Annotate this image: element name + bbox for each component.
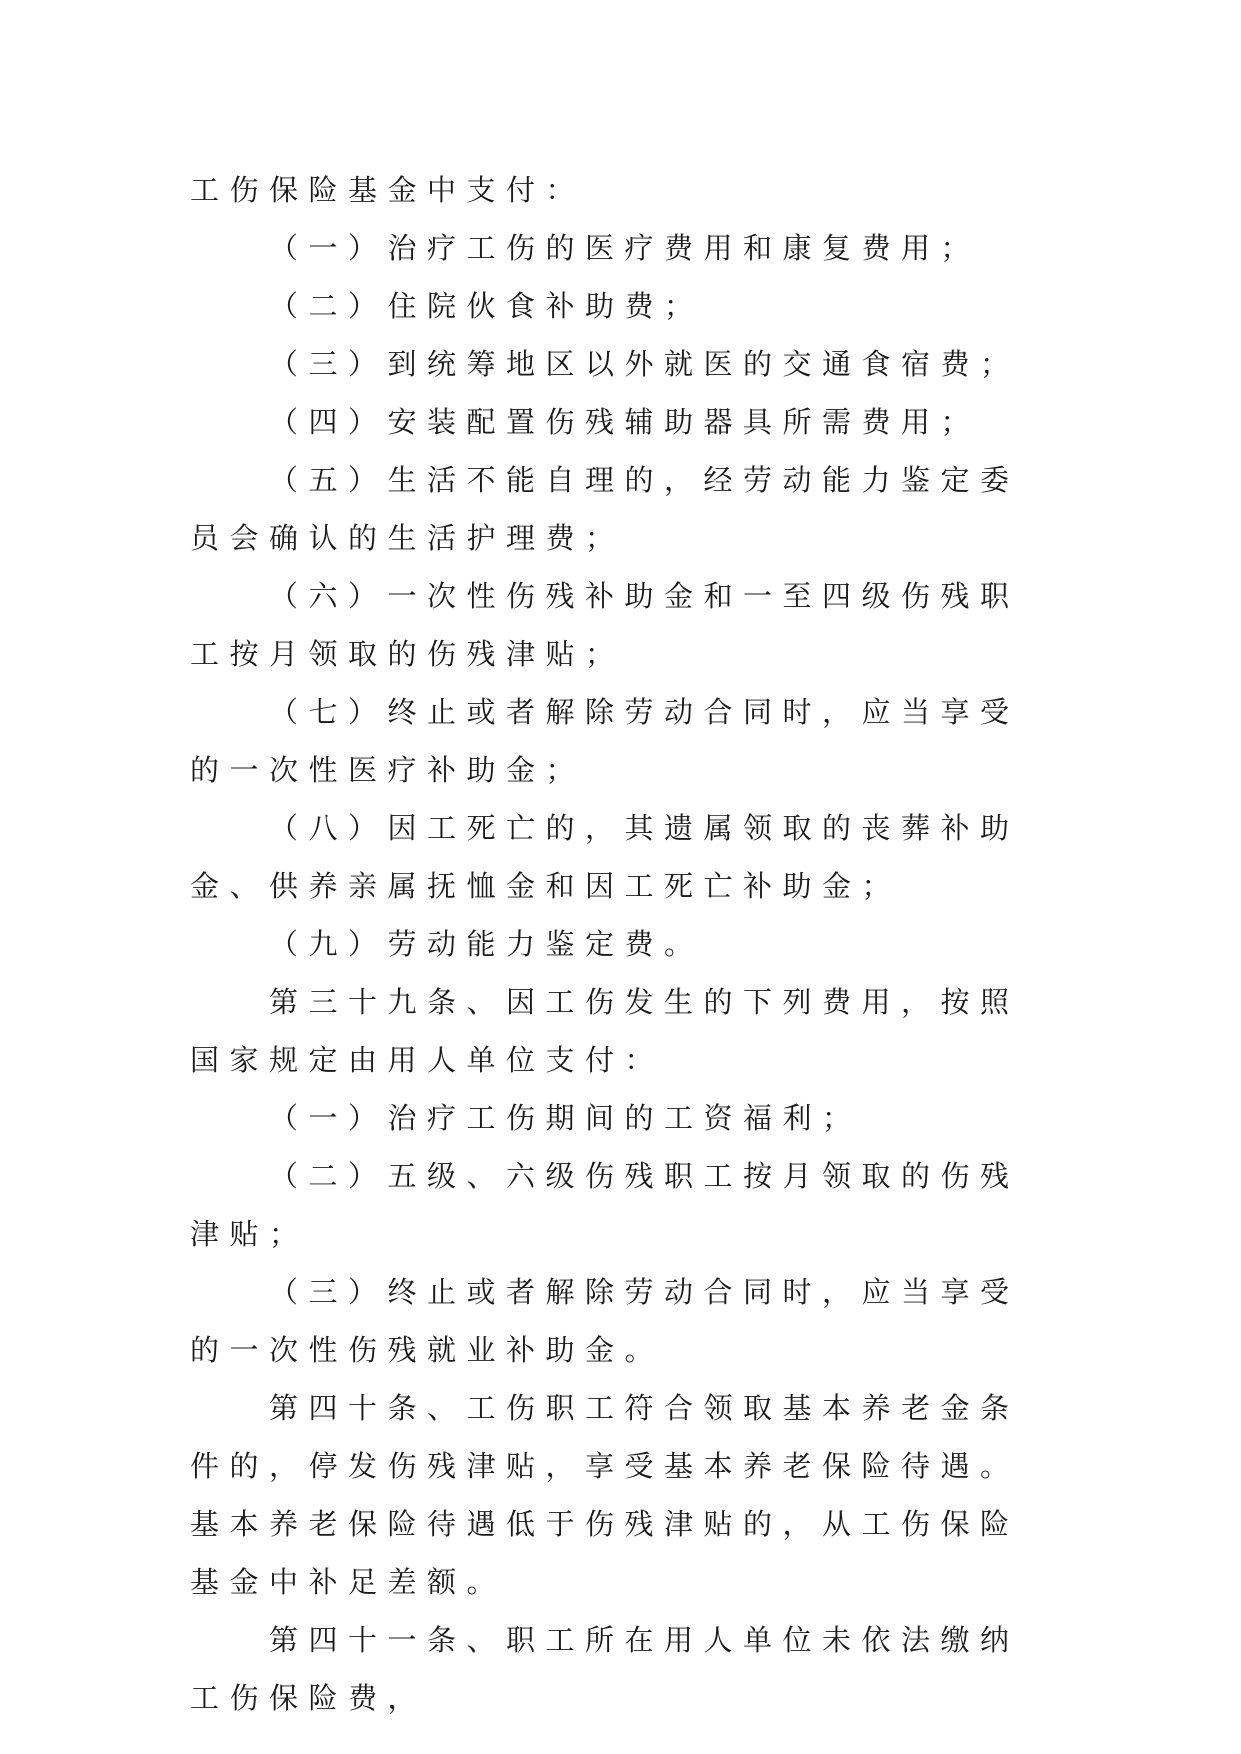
document-body bbox=[190, 161, 1050, 1727]
article-40: 第四十条、工伤职工符合领取基本养老金条件的，停发伤残津贴，享受基本养老保险待遇。基本养老保险待遇低于伤残津贴的，从工伤保险基金中补足差额。 bbox=[190, 1391, 1020, 1599]
article-39-item-2: （二）五级、六级伤残职工按月领取的伤残津贴； bbox=[190, 1159, 1020, 1251]
paragraph-item-7: （七）终止或者解除劳动合同时，应当享受的一次性医疗补助金； bbox=[190, 695, 1020, 787]
article-39-item-3: （三）终止或者解除劳动合同时，应当享受的一次性伤残就业补助金。 bbox=[190, 1275, 1020, 1367]
article-41: 第四十一条、职工所在用人单位未依法缴纳工伤保险费， bbox=[190, 1623, 1020, 1715]
paragraph-item-8: （八）因工死亡的，其遗属领取的丧葬补助金、供养亲属抚恤金和因工死亡补助金； bbox=[190, 811, 1020, 903]
article-39-item-1: （一）治疗工伤期间的工资福利； bbox=[269, 1101, 862, 1135]
paragraph-item-5: （五）生活不能自理的，经劳动能力鉴定委员会确认的生活护理费； bbox=[190, 463, 1020, 555]
paragraph-item-3: （三）到统筹地区以外就医的交通食宿费； bbox=[269, 347, 1020, 381]
paragraph-continuation: 工伤保险基金中支付： bbox=[190, 173, 586, 207]
paragraph-item-9: （九）劳动能力鉴定费。 bbox=[269, 927, 704, 961]
paragraph-item-1: （一）治疗工伤的医疗费用和康复费用； bbox=[269, 231, 981, 265]
paragraph-item-2: （二）住院伙食补助费； bbox=[269, 289, 704, 323]
paragraph-item-6: （六）一次性伤残补助金和一至四级伤残职工按月领取的伤残津贴； bbox=[190, 579, 1020, 671]
paragraph-item-4: （四）安装配置伤残辅助器具所需费用； bbox=[269, 405, 981, 439]
article-39: 第三十九条、因工伤发生的下列费用，按照国家规定由用人单位支付： bbox=[190, 985, 1020, 1077]
